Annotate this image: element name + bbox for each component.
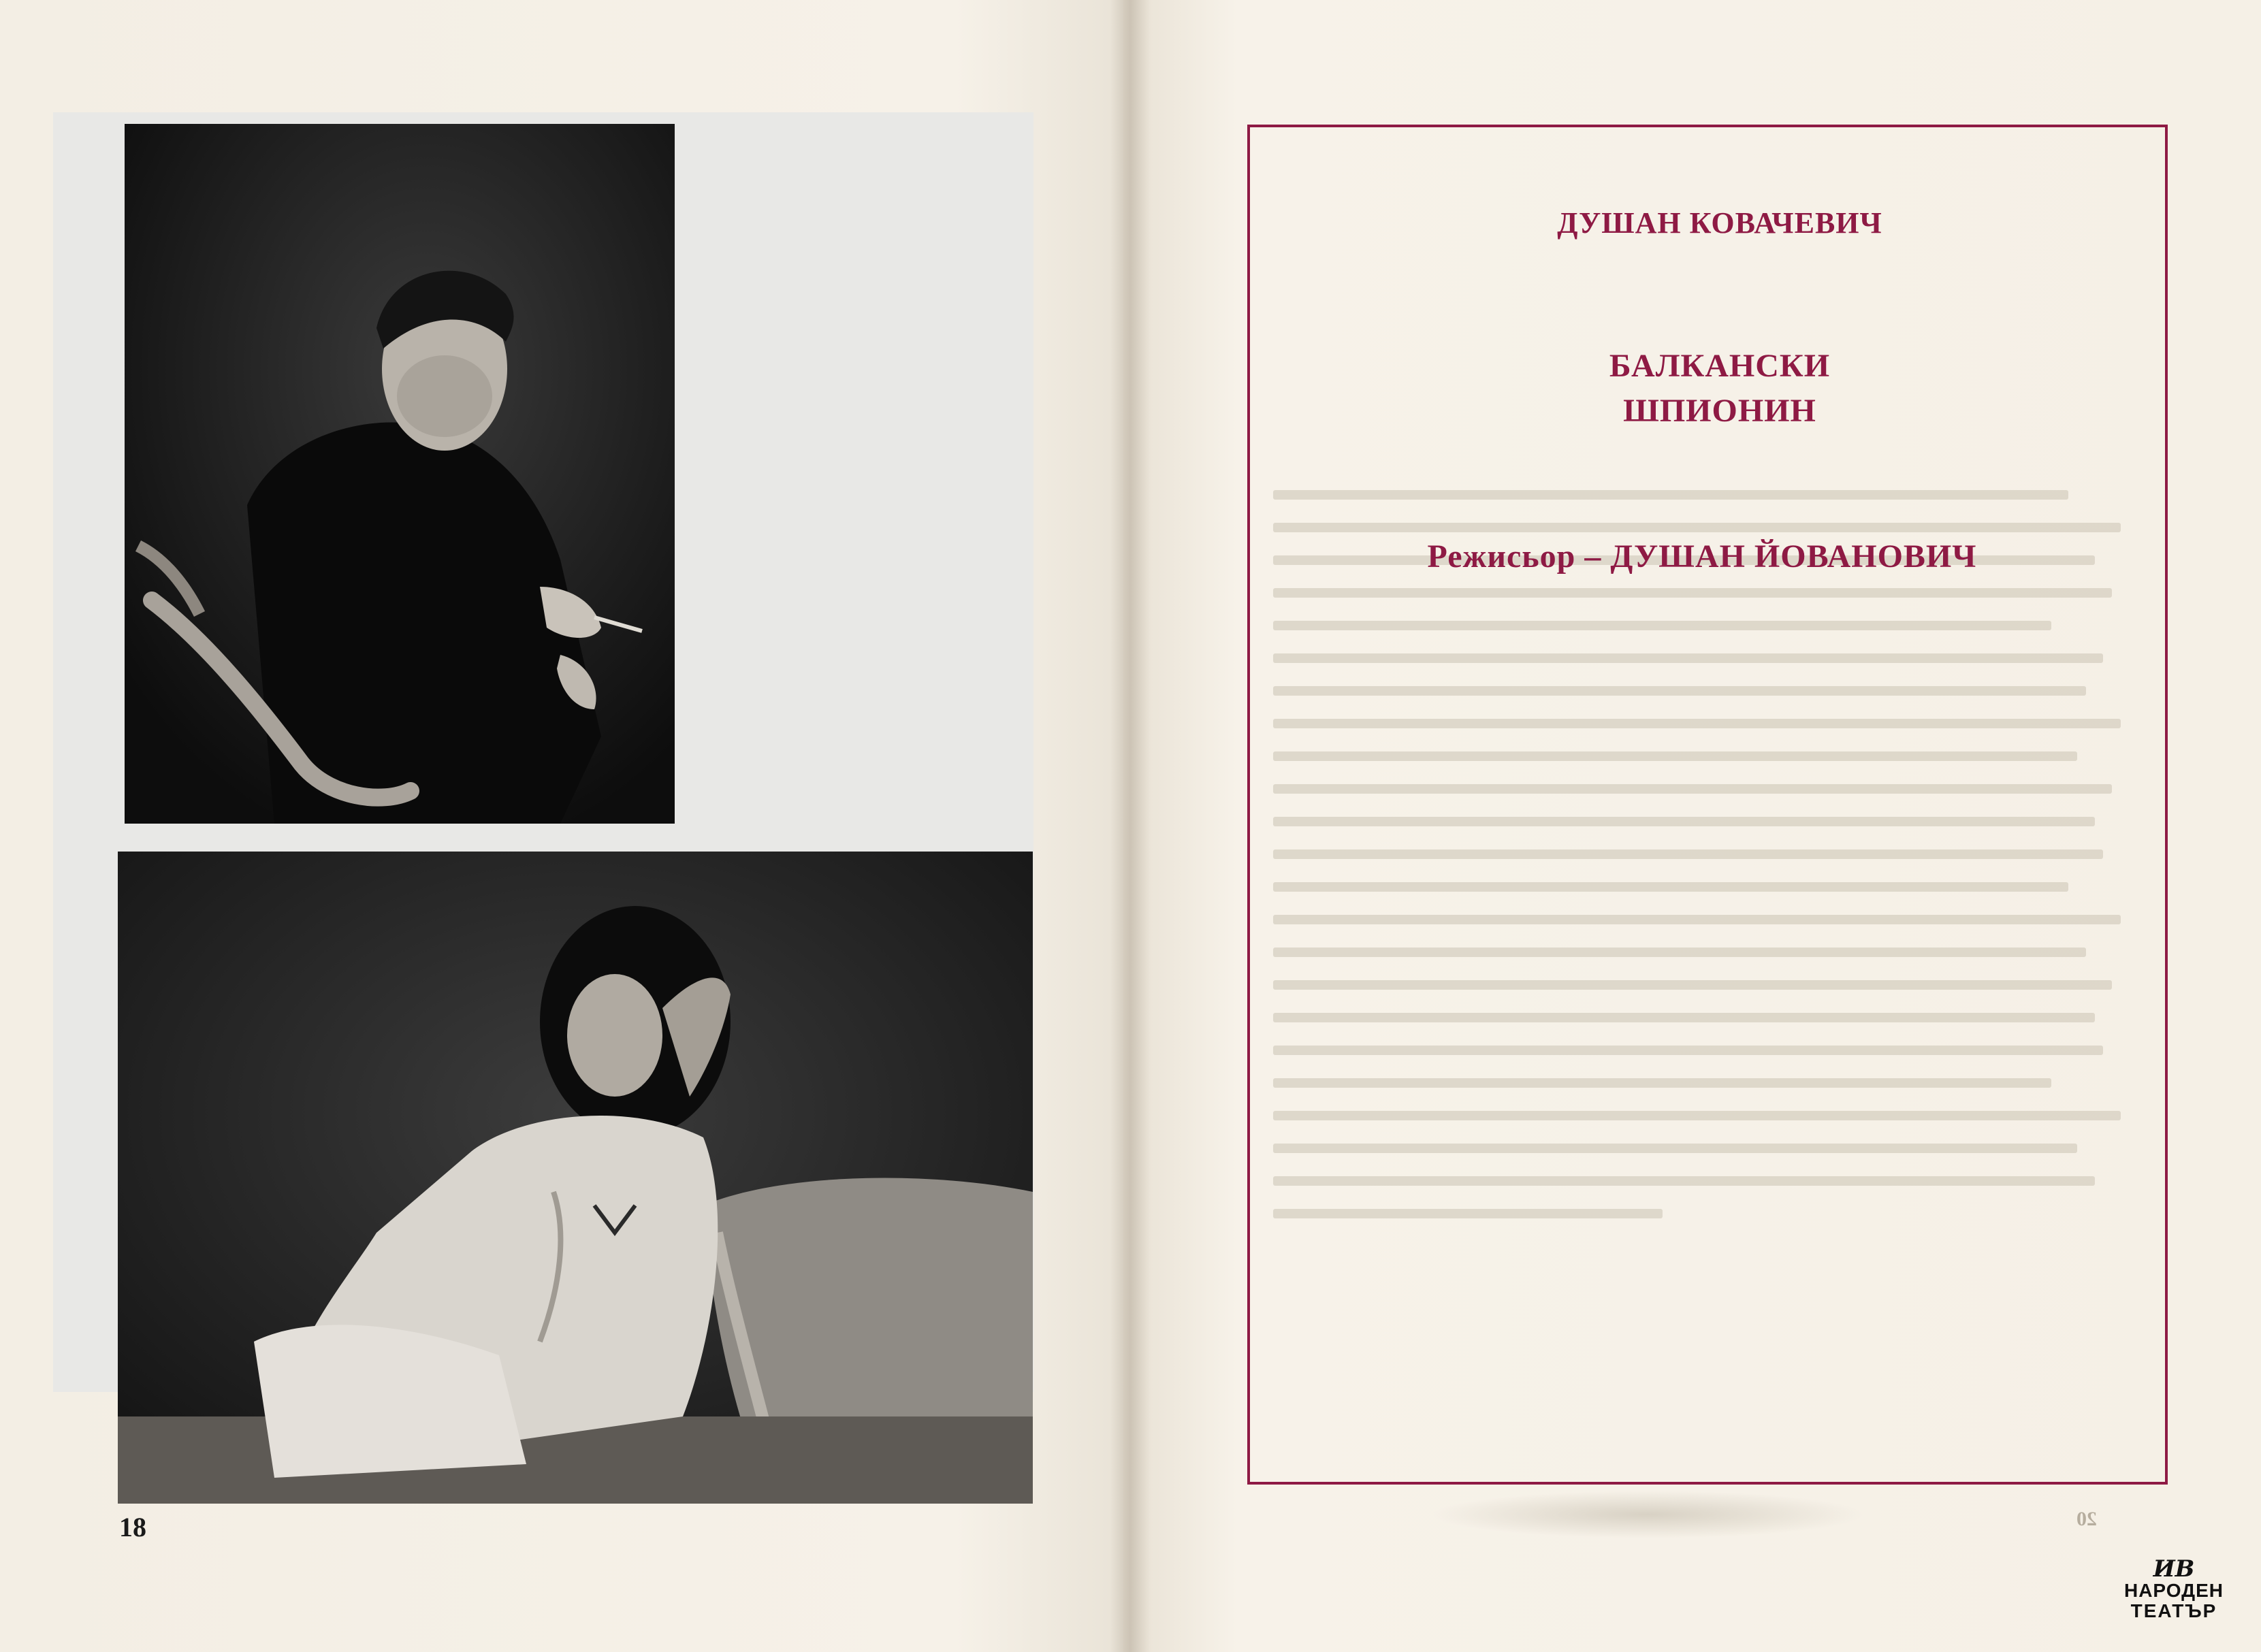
page-gutter xyxy=(1110,0,1151,1652)
play-title-line1: БАЛКАНСКИ xyxy=(1609,348,1831,384)
author-name: ДУШАН КОВАЧЕВИЧ xyxy=(1557,206,1882,240)
show-through-text xyxy=(1273,490,2138,1348)
logo-line-1: НАРОДЕН xyxy=(2123,1580,2224,1601)
logo-line-2: ТЕАТЪР xyxy=(2130,1600,2217,1621)
theatre-logo xyxy=(2116,1545,2232,1634)
photo-man xyxy=(125,124,675,824)
play-title-line2: ШПИОНИН xyxy=(1623,393,1816,429)
page-number-right-ghost: 20 xyxy=(2076,1508,2097,1530)
photo-woman xyxy=(118,852,1033,1504)
photo-man-image xyxy=(125,124,675,824)
page-number-left: 18 xyxy=(119,1512,146,1542)
paper-stain xyxy=(1430,1491,1865,1538)
photo-woman-image xyxy=(118,852,1033,1504)
director-credit: Режисьор – ДУШАН ЙОВАНОВИЧ xyxy=(1427,538,1977,574)
logo-script-mark: ИВ xyxy=(2153,1555,2195,1583)
